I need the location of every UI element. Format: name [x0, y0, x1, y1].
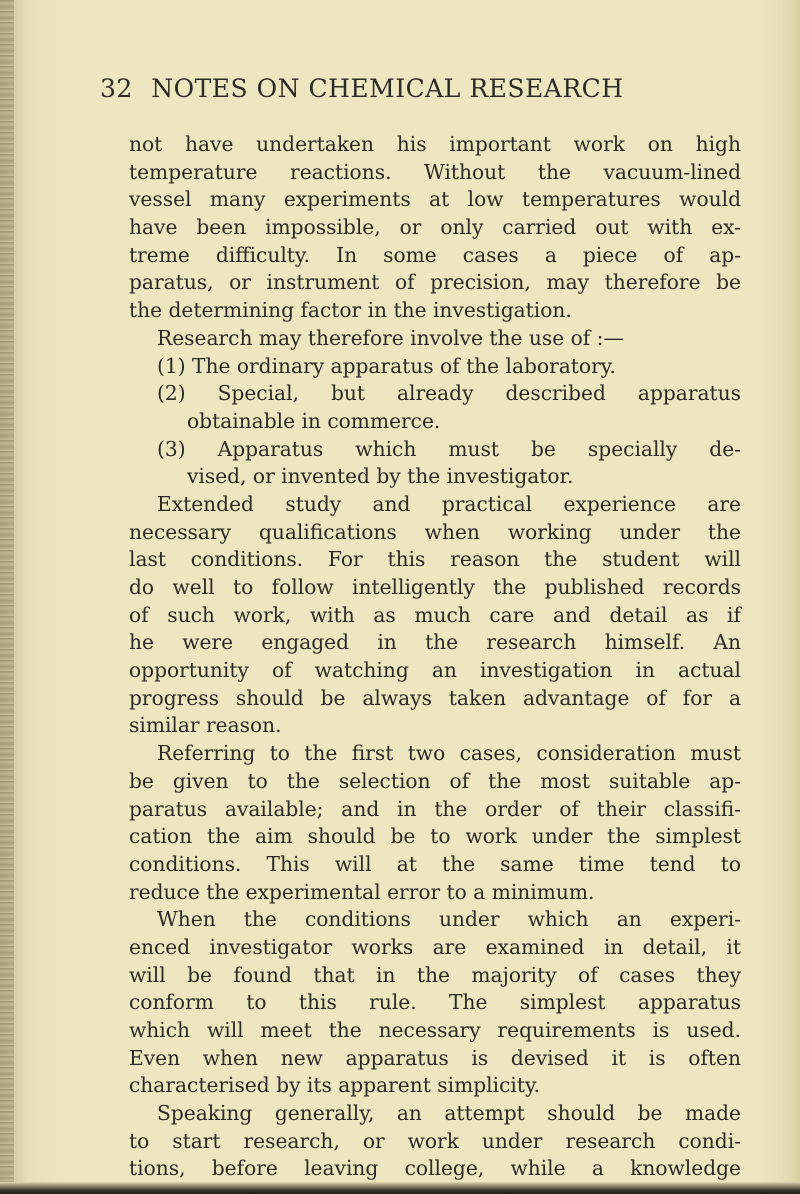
text-line: treme difficulty. In some cases a piece of ap- — [129, 242, 741, 267]
text-line: Extended study and practical experience are — [157, 491, 741, 516]
text-line: the determining factor in the investigation. — [129, 298, 572, 323]
text-line: cation the aim should be to work under the simplest — [129, 824, 741, 849]
text-line: Speaking generally, an attempt should be made — [157, 1101, 741, 1126]
text-line: which will meet the necessary requirements is used. — [129, 1018, 741, 1042]
running-title: NOTES ON CHEMICAL RESEARCH — [151, 74, 624, 103]
text-line: not have undertaken his important work on high — [129, 132, 741, 156]
text-line: Even when new apparatus is devised it is often — [129, 1045, 741, 1070]
text-line: conditions. This will at the same time tend to — [129, 851, 741, 876]
text-line: similar reason. — [129, 713, 282, 738]
list-item-3: (3) Apparatus which must be specially de- — [157, 436, 741, 461]
text-line: progress should be always taken advantage of for a — [129, 685, 741, 710]
text-line: paratus available; and in the order of their classifi- — [129, 796, 741, 821]
list-item-2: (2) Special, but already described apparatus — [157, 381, 741, 406]
text-line: be given to the selection of the most suitable ap- — [129, 768, 741, 793]
text-line: tions, before leaving college, while a knowledge — [129, 1156, 741, 1181]
page-binding-shadow — [0, 0, 14, 1194]
text-line: temperature reactions. Without the vacuum-lined — [129, 159, 741, 184]
text-line: characterised by its apparent simplicity. — [129, 1073, 541, 1098]
text-line: last conditions. For this reason the student will — [129, 547, 741, 572]
text-line: do well to follow intelligently the published records — [129, 575, 741, 599]
text-line: will be found that in the majority of cases they — [129, 962, 741, 987]
text-line: When the conditions under which an experi- — [157, 907, 741, 932]
text-line: paratus, or instrument of precision, may therefore be — [129, 270, 741, 295]
page-number: 32 — [100, 74, 133, 103]
text-line: reduce the experimental error to a minimum. — [129, 879, 595, 904]
body-text — [129, 131, 741, 1183]
text-line: opportunity of watching an investigation in actual — [129, 658, 741, 683]
text-line: enced investigator works are examined in detail, it — [129, 934, 741, 959]
list-item-2-cont: obtainable in commerce. — [187, 408, 441, 433]
list-item-3-cont: vised, or invented by the investigator. — [187, 464, 574, 489]
text-line: of such work, with as much care and detail as if — [129, 602, 741, 627]
text-line: necessary qualifications when working under the — [129, 519, 741, 544]
text-line: he were engaged in the research himself. An — [129, 630, 741, 655]
text-line: vessel many experiments at low temperatures would — [129, 187, 741, 212]
list-item-1: (1) The ordinary apparatus of the laboratory. — [157, 353, 616, 378]
text-line: to start research, or work under research condi- — [129, 1128, 741, 1153]
page-bottom-edge — [0, 1182, 800, 1194]
text-line: Referring to the first two cases, consideration must — [157, 741, 741, 766]
text-line: conform to this rule. The simplest apparatus — [129, 990, 741, 1015]
running-header — [100, 74, 624, 103]
text-line: have been impossible, or only carried out with ex- — [129, 215, 741, 240]
text-line: Research may therefore involve the use of :— — [157, 325, 624, 350]
